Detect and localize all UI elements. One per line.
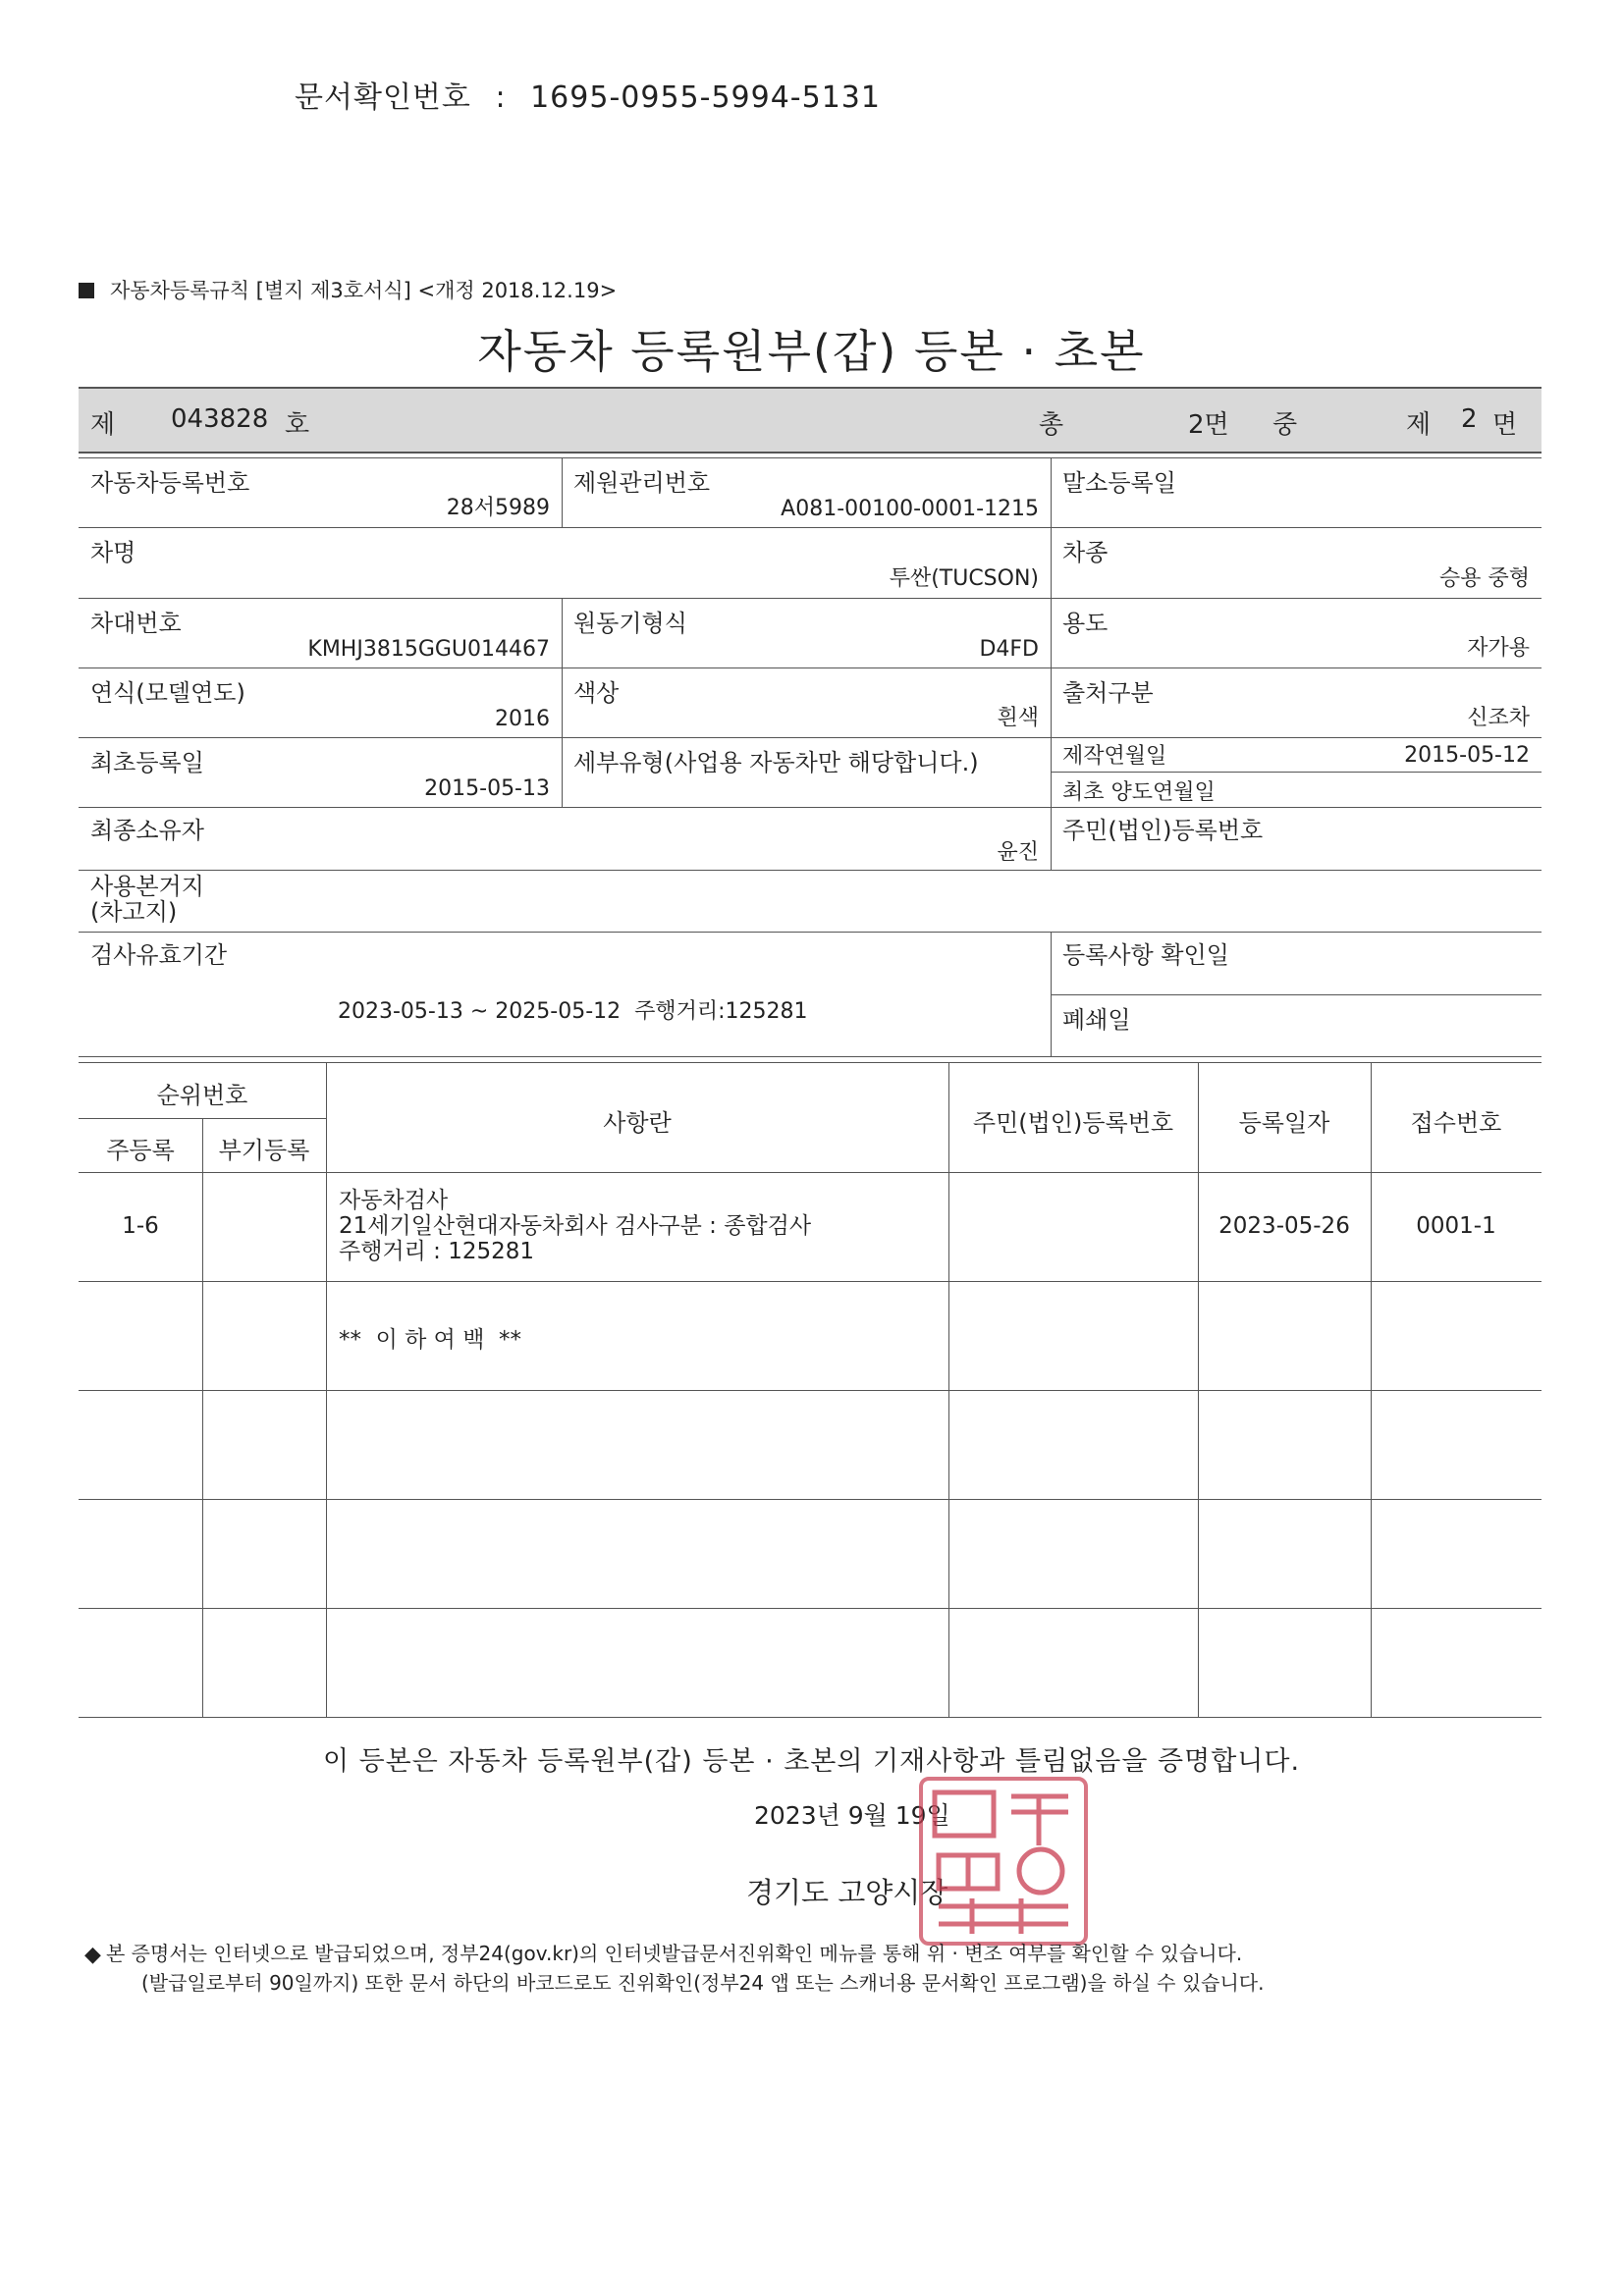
resident-no-cell xyxy=(1051,807,1542,870)
header-page-no: 2 xyxy=(1461,404,1478,434)
usage-value: 자가용 xyxy=(1467,636,1530,661)
resident-no-label: 주민(법인)등록번호 xyxy=(1062,817,1264,844)
header-ho: 호 xyxy=(285,410,310,440)
sub-reg-header: 부기등록 xyxy=(218,1137,310,1164)
model-year-value: 2016 xyxy=(495,707,550,731)
row-matter-line: 자동차검사 xyxy=(339,1188,449,1213)
manufacture-value: 2015-05-12 xyxy=(1404,743,1530,768)
first-transfer-label: 최초 양도연월일 xyxy=(1062,780,1216,805)
detail-type-cell xyxy=(562,737,1051,807)
manufacture-label: 제작연월일 xyxy=(1062,744,1167,769)
row-receipt: 0001-1 xyxy=(1416,1213,1496,1239)
owner-cell xyxy=(79,807,1051,870)
header-total-label: 총 xyxy=(1039,410,1064,440)
color-value: 흰색 xyxy=(997,706,1039,730)
car-name-cell xyxy=(79,527,1051,598)
scrap-date-cell xyxy=(1051,994,1542,1056)
origin-cell xyxy=(1051,667,1542,737)
owner-label: 최종소유자 xyxy=(90,817,204,844)
spec-no-label: 제원관리번호 xyxy=(573,469,711,497)
usage-label: 용도 xyxy=(1062,610,1109,637)
resident-header: 주민(법인)등록번호 xyxy=(972,1109,1174,1137)
cancel-date-label: 말소등록일 xyxy=(1062,469,1176,497)
red-official-seal-icon xyxy=(919,1777,1088,1946)
usage-cell xyxy=(1051,598,1542,667)
car-type-label: 차종 xyxy=(1062,539,1109,566)
inspection-value: 2023-05-13 ~ 2025-05-12 주행거리:125281 xyxy=(338,999,808,1024)
header-page-unit: 면 xyxy=(1492,410,1518,440)
model-year-label: 연식(모델연도) xyxy=(90,679,245,707)
rule-note xyxy=(79,275,617,304)
cancel-date-cell xyxy=(1051,457,1542,527)
base-addr-label-line1: 사용본거지 xyxy=(90,873,204,900)
receipt-header: 접수번호 xyxy=(1410,1109,1502,1137)
color-cell xyxy=(562,667,1051,737)
vin-cell xyxy=(79,598,562,667)
header-bar xyxy=(79,387,1542,454)
spec-no-cell xyxy=(562,457,1051,527)
header-ji: 제 xyxy=(90,410,116,440)
certification-text: 이 등본은 자동차 등록원부(갑) 등본 · 초본의 기재사항과 틀림없음을 증명합니다. xyxy=(322,1746,1301,1777)
matter-header: 사항란 xyxy=(603,1109,672,1137)
reg-date-header: 등록일자 xyxy=(1238,1109,1330,1137)
first-transfer-cell xyxy=(1051,772,1542,807)
reg-no-cell xyxy=(79,457,562,527)
car-type-cell xyxy=(1051,527,1542,598)
main-reg-header: 주등록 xyxy=(106,1137,175,1164)
document-number xyxy=(295,73,881,116)
notice-line1: 본 증명서는 인터넷으로 발급되었으며, 정부24(gov.kr)의 인터넷발급문서진위확인 메뉴를 통해 위 · 변조 여부를 확인할 수 있습니다. xyxy=(106,1942,1243,1965)
header-page-label: 제 xyxy=(1406,410,1432,440)
diamond-bullet-icon: ◆ xyxy=(84,1943,101,1967)
car-name-value: 투싼(TUCSON) xyxy=(889,566,1039,591)
row-matter-line: 주행거리 : 125281 xyxy=(339,1239,535,1264)
base-addr-label xyxy=(90,874,204,925)
origin-label: 출처구분 xyxy=(1062,679,1154,707)
document-number-label: 문서확인번호 xyxy=(295,80,471,115)
seal-graphic xyxy=(923,1781,1084,1942)
row-matter-line: 21세기일산현대자동차회사 검사구분 : 종합검사 xyxy=(339,1213,812,1239)
engine-cell xyxy=(562,598,1051,667)
base-addr-cell xyxy=(79,870,1542,932)
engine-label: 원동기형식 xyxy=(573,610,687,637)
header-serial: 043828 xyxy=(171,404,269,434)
model-year-cell xyxy=(79,667,562,737)
vin-label: 차대번호 xyxy=(90,610,182,637)
issuer: 경기도 고양시장 xyxy=(746,1876,948,1909)
row-matter xyxy=(339,1188,811,1264)
page-title: 자동차 등록원부(갑) 등본 · 초본 xyxy=(477,325,1146,378)
base-addr-label-line2: (차고지) xyxy=(90,898,178,926)
car-type-value: 승용 중형 xyxy=(1438,566,1530,591)
rule-note-text: 자동차등록규칙 [별지 제3호서식] <개정 2018.12.19> xyxy=(110,279,618,302)
end-of-entries-text: ** 이 하 여 백 ** xyxy=(339,1327,522,1353)
engine-value: D4FD xyxy=(979,637,1039,662)
notice-line2: (발급일로부터 90일까지) 또한 문서 하단의 바코드로도 진위확인(정부24 앱 또는 스캐너용 문서확인 프로그램)을 하실 수 있습니다. xyxy=(141,1971,1265,1995)
inspection-cell xyxy=(79,932,1051,1056)
car-name-label: 차명 xyxy=(90,539,136,566)
square-bullet-icon xyxy=(79,283,94,298)
document-number-value: 1695-0955-5994-5131 xyxy=(530,80,881,115)
first-reg-cell xyxy=(79,737,562,807)
color-label: 색상 xyxy=(573,679,620,707)
row-main-reg: 1-6 xyxy=(122,1213,159,1239)
manufacture-cell xyxy=(1051,737,1542,772)
inspection-label: 검사유효기간 xyxy=(90,941,228,969)
document-number-separator: : xyxy=(495,80,507,115)
detail-type-label: 세부유형(사업용 자동차만 해당합니다.) xyxy=(573,749,979,776)
issue-date: 2023년 9월 19일 xyxy=(754,1801,950,1830)
header-jung: 중 xyxy=(1272,410,1298,440)
first-reg-label: 최초등록일 xyxy=(90,749,204,776)
header-total-pages: 2면 xyxy=(1188,410,1229,440)
rank-header: 순위번호 xyxy=(156,1082,248,1109)
confirm-date-label: 등록사항 확인일 xyxy=(1062,941,1229,969)
owner-value: 윤진 xyxy=(997,840,1039,865)
vin-value: KMHJ3815GGU014467 xyxy=(307,637,550,662)
origin-value: 신조차 xyxy=(1467,706,1530,730)
reg-no-label: 자동차등록번호 xyxy=(90,469,250,497)
first-reg-value: 2015-05-13 xyxy=(424,776,550,801)
notice xyxy=(84,1939,1265,1998)
spec-no-value: A081-00100-0001-1215 xyxy=(781,497,1039,521)
reg-no-value: 28서5989 xyxy=(446,496,550,520)
row-reg-date: 2023-05-26 xyxy=(1218,1213,1350,1239)
scrap-date-label: 폐쇄일 xyxy=(1062,1006,1131,1034)
confirm-date-cell xyxy=(1051,932,1542,994)
